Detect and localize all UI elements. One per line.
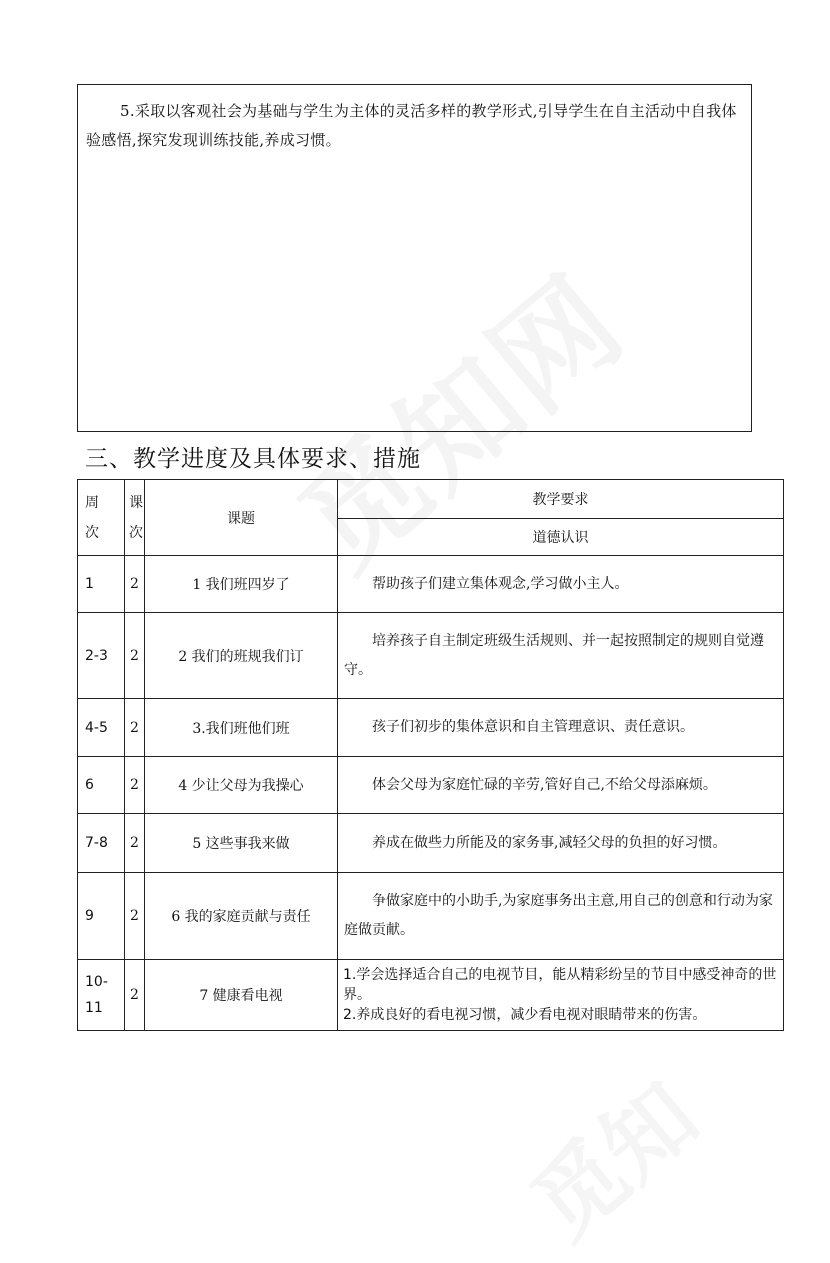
topic-cell: 3.我们班他们班 bbox=[145, 699, 338, 757]
week-cell: 9 bbox=[78, 873, 125, 960]
table-row bbox=[78, 873, 784, 960]
schedule-table bbox=[77, 479, 784, 1031]
header-count-line2: 次 bbox=[129, 524, 143, 541]
week-cell: 6 bbox=[78, 757, 125, 814]
week-line1: 10- bbox=[85, 974, 108, 990]
count-cell: 2 bbox=[125, 814, 145, 873]
count-cell: 2 bbox=[125, 757, 145, 814]
header-week-line2: 次 bbox=[85, 524, 99, 541]
requirement-cell: 帮助孩子们建立集体观念,学习做小主人。 bbox=[338, 556, 784, 613]
week-cell: 1 bbox=[78, 556, 125, 613]
week-cell bbox=[78, 960, 125, 1031]
table-row bbox=[78, 613, 784, 699]
requirement-cell: 培养孩子自主制定班级生活规则、并一起按照制定的规则自觉遵守。 bbox=[338, 613, 784, 699]
header-row bbox=[78, 480, 784, 519]
week-cell: 2-3 bbox=[78, 613, 125, 699]
topic-cell: 6 我的家庭贡献与责任 bbox=[145, 873, 338, 960]
topic-cell: 4 少让父母为我操心 bbox=[145, 757, 338, 814]
header-requirement-sub: 道德认识 bbox=[338, 519, 784, 556]
header-topic: 课题 bbox=[145, 480, 338, 556]
header-week-line1: 周 bbox=[85, 494, 99, 511]
week-cell: 7-8 bbox=[78, 814, 125, 873]
header-count bbox=[125, 480, 145, 556]
requirement-cell: 体会父母为家庭忙碌的辛劳,管好自己,不给父母添麻烦。 bbox=[338, 757, 784, 814]
table-row bbox=[78, 699, 784, 757]
table-row bbox=[78, 814, 784, 873]
week-line2: 11 bbox=[85, 1000, 103, 1016]
requirement-cell: 孩子们初步的集体意识和自主管理意识、责任意识。 bbox=[338, 699, 784, 757]
header-week bbox=[78, 480, 125, 556]
header-count-line1: 课 bbox=[129, 494, 143, 511]
requirement-cell bbox=[338, 960, 784, 1031]
count-cell: 2 bbox=[125, 556, 145, 613]
requirement-item-1: 1.学会选择适合自己的电视节目，能从精彩纷呈的节目中感受神奇的世界。 bbox=[343, 967, 777, 1003]
intro-box bbox=[77, 84, 752, 432]
topic-cell: 2 我们的班规我们订 bbox=[145, 613, 338, 699]
requirement-cell: 养成在做些力所能及的家务事,减轻父母的负担的好习惯。 bbox=[338, 814, 784, 873]
topic-cell: 7 健康看电视 bbox=[145, 960, 338, 1031]
table-row bbox=[78, 960, 784, 1031]
count-cell: 2 bbox=[125, 613, 145, 699]
count-cell: 2 bbox=[125, 873, 145, 960]
week-cell: 4-5 bbox=[78, 699, 125, 757]
section-heading: 三、教学进度及具体要求、措施 bbox=[85, 446, 421, 472]
topic-cell: 5 这些事我来做 bbox=[145, 814, 338, 873]
requirement-item-2: 2.养成良好的看电视习惯，减少看电视对眼睛带来的伤害。 bbox=[343, 1007, 707, 1023]
header-requirement: 教学要求 bbox=[338, 480, 784, 519]
count-cell: 2 bbox=[125, 699, 145, 757]
requirement-cell: 争做家庭中的小助手,为家庭事务出主意,用自己的创意和行动为家庭做贡献。 bbox=[338, 873, 784, 960]
topic-cell: 1 我们班四岁了 bbox=[145, 556, 338, 613]
table-row bbox=[78, 757, 784, 814]
intro-paragraph: 5.采取以客观社会为基础与学生为主体的灵活多样的教学形式,引导学生在自主活动中自我体验感悟,探究发现训练技能,养成习惯。 bbox=[86, 102, 737, 149]
watermark bbox=[499, 1047, 720, 1262]
count-cell: 2 bbox=[125, 960, 145, 1031]
table-row bbox=[78, 556, 784, 613]
